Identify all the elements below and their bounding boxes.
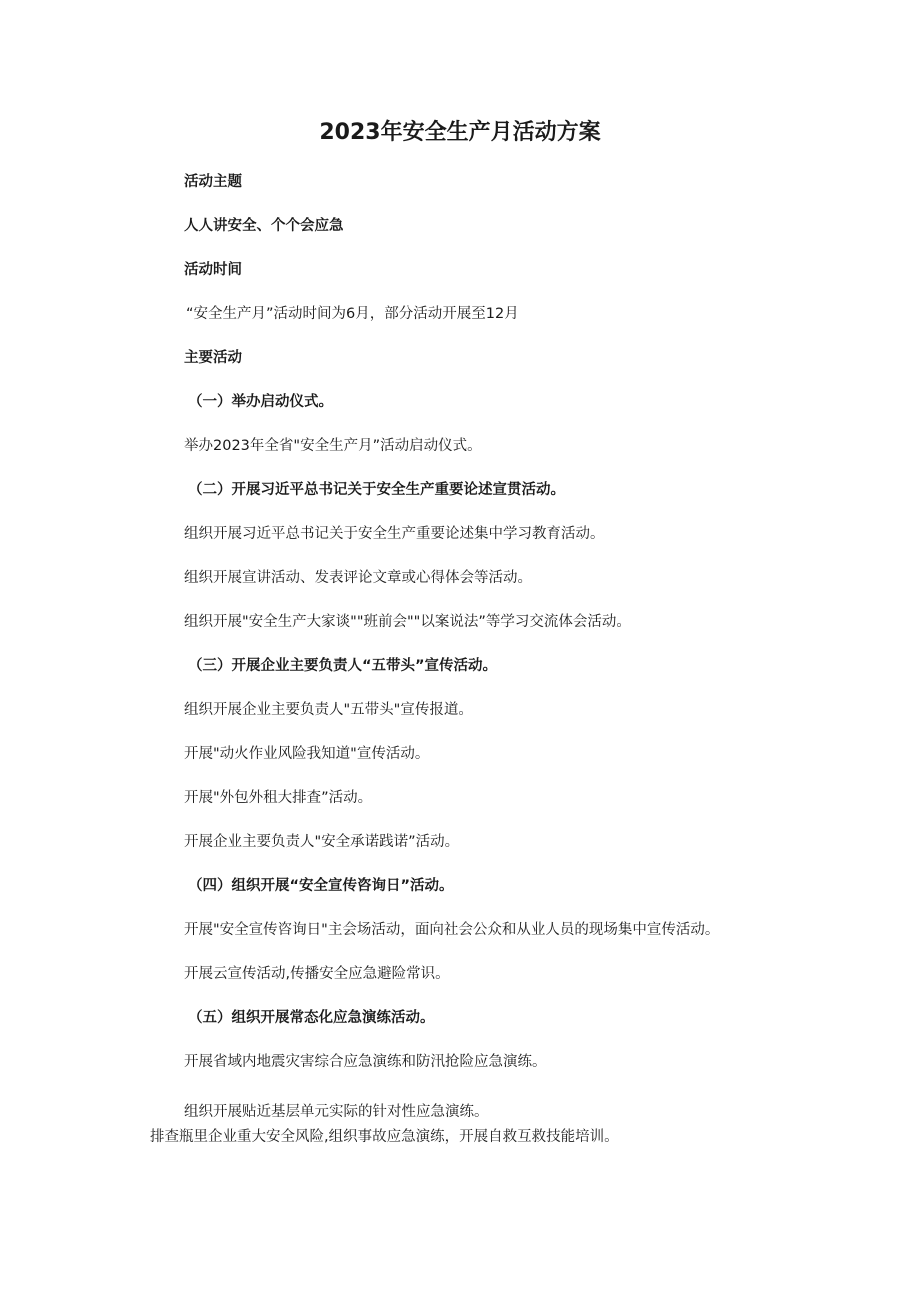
- heading-activity-theme: 活动主题: [184, 174, 242, 190]
- section-heading-2: （二）开展习近平总书记关于安全生产重要论述宣贯活动。: [188, 482, 565, 498]
- heading-main-activities: 主要活动: [184, 350, 242, 366]
- section-1-text: 举办2023年全省"安全生产月”活动启动仪式。: [184, 438, 482, 454]
- section-heading-4: （四）组织开展“安全宣传咨询日”活动。: [188, 878, 454, 894]
- section-2-text-3: 组织开展"安全生产大家谈""班前会""以案说法”等学习交流体会活动。: [184, 614, 631, 630]
- section-5-text-1: 开展省域内地震灾害综合应急演练和防汛抢险应急演练。: [184, 1054, 547, 1070]
- section-5-text-2: 组织开展贴近基层单元实际的针对性应急演练。: [184, 1104, 489, 1120]
- section-3-text-4: 开展企业主要负责人"安全承诺践诺”活动。: [184, 834, 460, 850]
- activity-time-text: “安全生产月”活动时间为6月，部分活动开展至12月: [186, 306, 519, 322]
- section-3-text-2: 开展"动火作业风险我知道"宣传活动。: [184, 746, 430, 762]
- section-2-text-2: 组织开展宣讲活动、发表评论文章或心得体会等活动。: [184, 570, 532, 586]
- section-heading-3: （三）开展企业主要负责人“五带头”宣传活动。: [188, 658, 498, 674]
- section-5-text-3: 排查瓶里企业重大安全风险,组织事故应急演练，开展自救互救技能培训。: [150, 1129, 619, 1145]
- section-heading-1: （一）举办启动仪式。: [188, 394, 333, 410]
- section-heading-5: （五）组织开展常态化应急演练活动。: [188, 1010, 435, 1026]
- section-3-text-1: 组织开展企业主要负责人"五带头"宣传报道。: [184, 702, 473, 718]
- section-4-text-2: 开展云宣传活动,传播安全应急避险常识。: [184, 966, 450, 982]
- document-title: 2023年安全生产月活动方案: [319, 120, 601, 145]
- section-2-text-1: 组织开展习近平总书记关于安全生产重要论述集中学习教育活动。: [184, 526, 605, 542]
- heading-activity-time: 活动时间: [184, 262, 242, 278]
- section-3-text-3: 开展"外包外租大排査”活动。: [184, 790, 373, 806]
- activity-theme-text: 人人讲安全、个个会应急: [184, 218, 344, 234]
- section-4-text-1: 开展"安全宣传咨询日"主会场活动，面向社会公众和从业人员的现场集中宣传活动。: [184, 922, 720, 938]
